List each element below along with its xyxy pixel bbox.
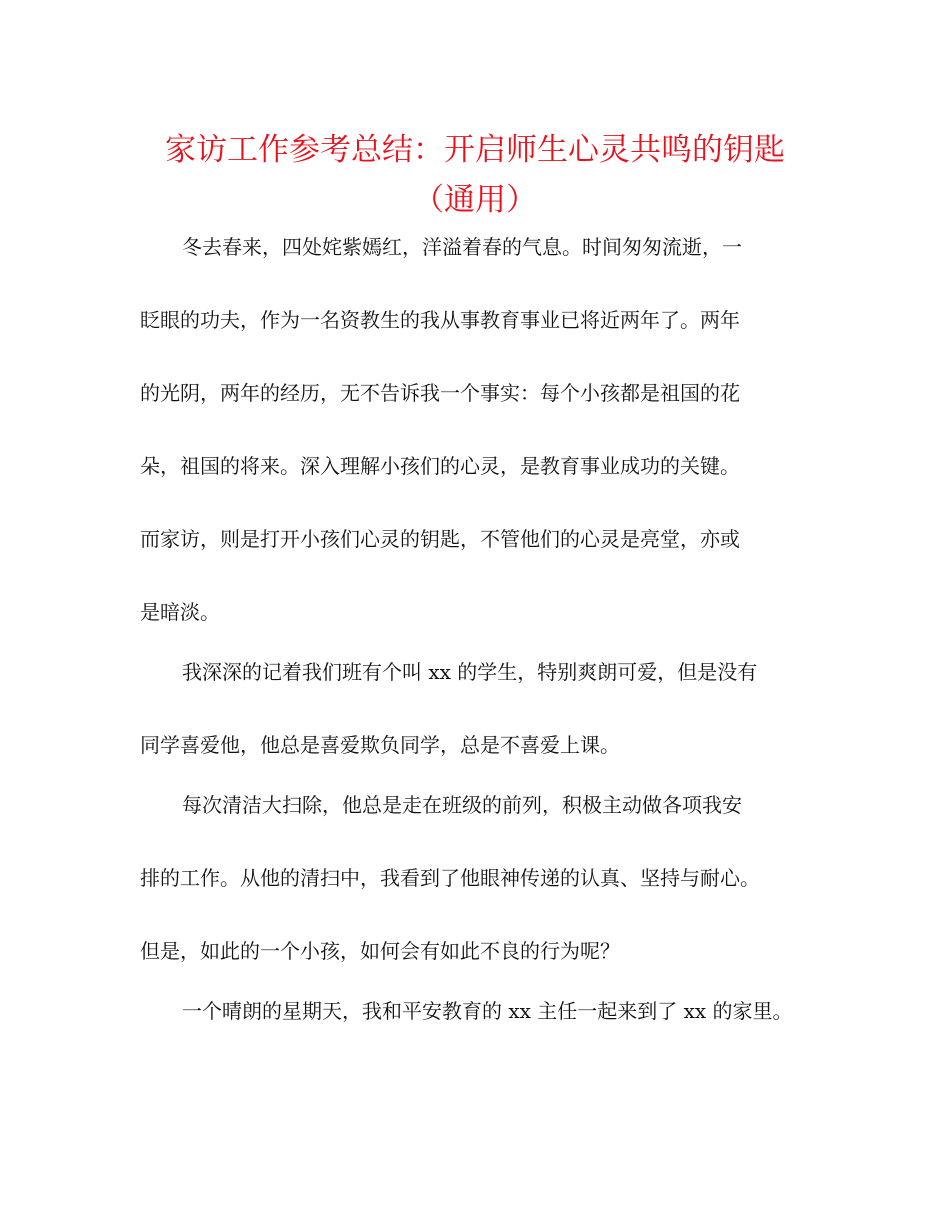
- paragraph-1-line-2: 眨眼的功夫，作为一名资教生的我从事教育事业已将近两年了。两年: [140, 308, 740, 332]
- paragraph-3-line-3: 但是，如此的一个小孩，如何会有如此不良的行为呢？: [140, 939, 620, 963]
- paragraph-1-line-6: 是暗淡。: [140, 600, 220, 624]
- paragraph-1-line-5: 而家访，则是打开小孩们心灵的钥匙，不管他们的心灵是亮堂，亦或: [140, 527, 740, 551]
- paragraph-3-line-2: 排的工作。从他的清扫中，我看到了他眼神传递的认真、坚持与耐心。: [140, 866, 760, 890]
- paragraph-2-line-1: 我深深的记着我们班有个叫 xx 的学生，特别爽朗可爱，但是没有: [182, 660, 758, 684]
- paragraph-2-line-2: 同学喜爱他，他总是喜爱欺负同学，总是不喜爱上课。: [140, 733, 620, 757]
- document-title-line-2: （通用）: [413, 182, 537, 218]
- paragraph-1-line-4: 朵，祖国的将来。深入理解小孩们的心灵，是教育事业成功的关键。: [140, 454, 740, 478]
- paragraph-1-line-3: 的光阴，两年的经历，无不告诉我一个事实：每个小孩都是祖国的花: [140, 381, 740, 405]
- paragraph-1-line-1: 冬去春来，四处姹紫嫣红，洋溢着春的气息。时间匆匆流逝，一: [182, 235, 742, 259]
- paragraph-3-line-1: 每次清洁大扫除，他总是走在班级的前列，积极主动做各项我安: [182, 793, 742, 817]
- paragraph-4-line-1: 一个晴朗的星期天，我和平安教育的 xx 主任一起来到了 xx 的家里。: [182, 999, 793, 1023]
- document-title-line-1: 家访工作参考总结：开启师生心灵共鸣的钥匙: [165, 132, 785, 168]
